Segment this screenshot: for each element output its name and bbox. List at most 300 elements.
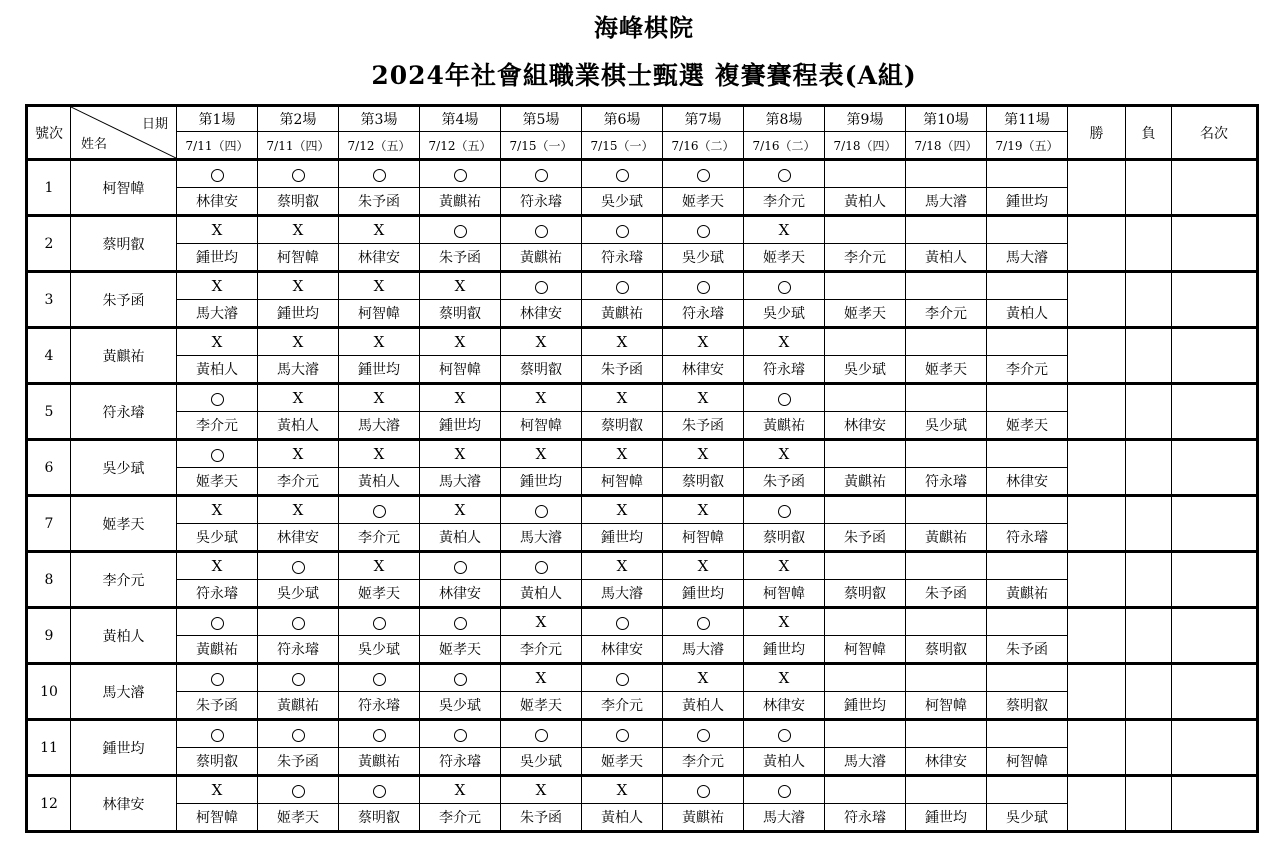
opponent-name: 林律安 xyxy=(258,524,339,552)
win-circle-icon xyxy=(778,785,791,798)
player-result-row xyxy=(27,272,1258,300)
opponent-name: 柯智幃 xyxy=(987,748,1068,776)
player-wins xyxy=(1068,608,1126,664)
player-name: 吳少珷 xyxy=(71,440,177,496)
opponent-name: 符永璿 xyxy=(825,804,906,832)
round-label: 第9場 xyxy=(825,106,906,132)
result-win xyxy=(501,160,582,188)
result-win xyxy=(258,552,339,580)
opponent-name: 吳少珷 xyxy=(501,748,582,776)
opponent-name: 黃麒祐 xyxy=(501,244,582,272)
result-empty xyxy=(987,776,1068,804)
result-win xyxy=(501,272,582,300)
round-date: 7/18（四） xyxy=(825,132,906,160)
opponent-name: 朱予函 xyxy=(825,524,906,552)
player-wins xyxy=(1068,160,1126,216)
opponent-name: 姬孝天 xyxy=(420,636,501,664)
result-loss: X xyxy=(744,440,825,468)
opponent-name: 馬大濬 xyxy=(177,300,258,328)
result-win xyxy=(582,664,663,692)
result-loss: X xyxy=(258,328,339,356)
opponent-name: 黃麒祐 xyxy=(825,468,906,496)
opponent-name: 鍾世均 xyxy=(663,580,744,608)
result-win xyxy=(420,608,501,636)
opponent-name: 林律安 xyxy=(906,748,987,776)
result-loss: X xyxy=(663,496,744,524)
result-loss: X xyxy=(501,608,582,636)
round-date: 7/12（五） xyxy=(339,132,420,160)
opponent-name: 朱予函 xyxy=(177,692,258,720)
win-circle-icon xyxy=(697,225,710,238)
result-win xyxy=(744,496,825,524)
player-no: 6 xyxy=(27,440,71,496)
opponent-name: 鍾世均 xyxy=(744,636,825,664)
player-rank xyxy=(1172,384,1258,440)
player-losses xyxy=(1126,272,1172,328)
opponent-name: 林律安 xyxy=(177,188,258,216)
player-no: 11 xyxy=(27,720,71,776)
result-loss: X xyxy=(339,384,420,412)
result-empty xyxy=(906,440,987,468)
round-label: 第11場 xyxy=(987,106,1068,132)
opponent-name: 黃麒祐 xyxy=(744,412,825,440)
win-circle-icon xyxy=(373,169,386,182)
opponent-name: 鍾世均 xyxy=(825,692,906,720)
result-loss: X xyxy=(744,216,825,244)
round-date: 7/16（二） xyxy=(663,132,744,160)
player-no: 9 xyxy=(27,608,71,664)
opponent-name: 黃柏人 xyxy=(177,356,258,384)
round-date: 7/15（一） xyxy=(582,132,663,160)
opponent-name: 鍾世均 xyxy=(177,244,258,272)
opponent-name: 黃柏人 xyxy=(339,468,420,496)
round-date: 7/11（四） xyxy=(177,132,258,160)
opponent-name: 蔡明叡 xyxy=(339,804,420,832)
result-loss: X xyxy=(582,552,663,580)
result-win xyxy=(339,496,420,524)
result-loss: X xyxy=(663,440,744,468)
win-circle-icon xyxy=(616,169,629,182)
result-win xyxy=(582,160,663,188)
opponent-name: 柯智幃 xyxy=(258,244,339,272)
result-win xyxy=(177,384,258,412)
win-circle-icon xyxy=(778,169,791,182)
opponent-name: 馬大濬 xyxy=(258,356,339,384)
result-win xyxy=(339,776,420,804)
result-win xyxy=(501,552,582,580)
round-label: 第6場 xyxy=(582,106,663,132)
opponent-name: 馬大濬 xyxy=(501,524,582,552)
round-date: 7/16（二） xyxy=(744,132,825,160)
result-empty xyxy=(906,720,987,748)
player-result-row xyxy=(27,608,1258,636)
header-losses: 負 xyxy=(1126,106,1172,160)
result-win xyxy=(177,440,258,468)
opponent-name: 柯智幃 xyxy=(339,300,420,328)
result-win xyxy=(420,216,501,244)
player-losses xyxy=(1126,608,1172,664)
result-win xyxy=(177,160,258,188)
result-empty xyxy=(987,216,1068,244)
round-label: 第8場 xyxy=(744,106,825,132)
player-result-row xyxy=(27,664,1258,692)
opponent-name: 鍾世均 xyxy=(339,356,420,384)
result-win xyxy=(258,608,339,636)
opponent-name: 鍾世均 xyxy=(987,188,1068,216)
opponent-name: 吳少珷 xyxy=(663,244,744,272)
result-loss: X xyxy=(420,272,501,300)
opponent-name: 黃柏人 xyxy=(258,412,339,440)
result-empty xyxy=(825,272,906,300)
opponent-name: 姬孝天 xyxy=(582,748,663,776)
opponent-name: 黃麒祐 xyxy=(258,692,339,720)
opponent-name: 馬大濬 xyxy=(744,804,825,832)
result-empty xyxy=(906,328,987,356)
opponent-name: 蔡明叡 xyxy=(177,748,258,776)
player-name: 黃麒祐 xyxy=(71,328,177,384)
opponent-name: 黃柏人 xyxy=(744,748,825,776)
opponent-name: 李介元 xyxy=(987,356,1068,384)
player-name: 符永璿 xyxy=(71,384,177,440)
result-win xyxy=(663,160,744,188)
result-loss: X xyxy=(663,552,744,580)
player-wins xyxy=(1068,216,1126,272)
player-name: 蔡明叡 xyxy=(71,216,177,272)
opponent-name: 黃柏人 xyxy=(987,300,1068,328)
win-circle-icon xyxy=(778,393,791,406)
opponent-name: 林律安 xyxy=(744,692,825,720)
player-result-row xyxy=(27,328,1258,356)
opponent-name: 柯智幃 xyxy=(501,412,582,440)
opponent-name: 蔡明叡 xyxy=(663,468,744,496)
result-win xyxy=(258,776,339,804)
result-empty xyxy=(825,776,906,804)
opponent-name: 吳少珷 xyxy=(987,804,1068,832)
result-empty xyxy=(987,720,1068,748)
opponent-name: 姬孝天 xyxy=(663,188,744,216)
page-title: 2024年社會組職業棋士甄選 複賽賽程表(A組) xyxy=(371,61,917,90)
result-win xyxy=(420,664,501,692)
result-empty xyxy=(825,440,906,468)
result-empty xyxy=(987,328,1068,356)
opponent-name: 林律安 xyxy=(501,300,582,328)
opponent-name: 朱予函 xyxy=(339,188,420,216)
opponent-name: 李介元 xyxy=(825,244,906,272)
opponent-name: 吳少珷 xyxy=(420,692,501,720)
opponent-name: 李介元 xyxy=(582,692,663,720)
player-losses xyxy=(1126,160,1172,216)
player-losses xyxy=(1126,776,1172,832)
opponent-name: 李介元 xyxy=(744,188,825,216)
round-label: 第10場 xyxy=(906,106,987,132)
opponent-name: 李介元 xyxy=(663,748,744,776)
opponent-name: 朱予函 xyxy=(582,356,663,384)
round-date: 7/11（四） xyxy=(258,132,339,160)
opponent-name: 李介元 xyxy=(420,804,501,832)
result-loss: X xyxy=(258,496,339,524)
player-losses xyxy=(1126,384,1172,440)
result-loss: X xyxy=(501,776,582,804)
result-loss: X xyxy=(744,552,825,580)
win-circle-icon xyxy=(373,785,386,798)
win-circle-icon xyxy=(697,169,710,182)
opponent-name: 李介元 xyxy=(258,468,339,496)
header-no: 號次 xyxy=(27,106,71,160)
opponent-name: 鍾世均 xyxy=(258,300,339,328)
player-result-row xyxy=(27,216,1258,244)
result-win xyxy=(663,272,744,300)
win-circle-icon xyxy=(697,617,710,630)
result-empty xyxy=(825,552,906,580)
result-loss: X xyxy=(177,776,258,804)
opponent-name: 蔡明叡 xyxy=(582,412,663,440)
opponent-name: 朱予函 xyxy=(987,636,1068,664)
round-label: 第7場 xyxy=(663,106,744,132)
win-circle-icon xyxy=(211,169,224,182)
player-result-row xyxy=(27,384,1258,412)
player-result-row xyxy=(27,496,1258,524)
player-rank xyxy=(1172,160,1258,216)
win-circle-icon xyxy=(616,281,629,294)
result-loss: X xyxy=(339,552,420,580)
result-win xyxy=(177,608,258,636)
result-loss: X xyxy=(744,664,825,692)
player-rank xyxy=(1172,776,1258,832)
opponent-name: 蔡明叡 xyxy=(501,356,582,384)
player-losses xyxy=(1126,440,1172,496)
result-empty xyxy=(987,440,1068,468)
player-wins xyxy=(1068,552,1126,608)
opponent-name: 符永璿 xyxy=(339,692,420,720)
opponent-name: 吳少珷 xyxy=(582,188,663,216)
player-rank xyxy=(1172,720,1258,776)
win-circle-icon xyxy=(535,169,548,182)
result-loss: X xyxy=(258,216,339,244)
result-empty xyxy=(987,552,1068,580)
round-date: 7/18（四） xyxy=(906,132,987,160)
player-losses xyxy=(1126,496,1172,552)
result-loss: X xyxy=(420,384,501,412)
player-rank xyxy=(1172,496,1258,552)
result-loss: X xyxy=(582,384,663,412)
player-rank xyxy=(1172,272,1258,328)
win-circle-icon xyxy=(454,617,467,630)
result-win xyxy=(744,160,825,188)
opponent-name: 黃柏人 xyxy=(825,188,906,216)
opponent-name: 黃麒祐 xyxy=(663,804,744,832)
result-empty xyxy=(987,496,1068,524)
result-win xyxy=(744,272,825,300)
result-loss: X xyxy=(420,328,501,356)
result-empty xyxy=(825,720,906,748)
opponent-name: 馬大濬 xyxy=(906,188,987,216)
result-win xyxy=(582,272,663,300)
opponent-name: 黃麒祐 xyxy=(420,188,501,216)
opponent-name: 姬孝天 xyxy=(258,804,339,832)
opponent-name: 符永璿 xyxy=(420,748,501,776)
player-no: 3 xyxy=(27,272,71,328)
result-empty xyxy=(906,552,987,580)
opponent-name: 符永璿 xyxy=(582,244,663,272)
result-loss: X xyxy=(177,328,258,356)
opponent-name: 姬孝天 xyxy=(987,412,1068,440)
player-rank xyxy=(1172,608,1258,664)
player-name: 姬孝天 xyxy=(71,496,177,552)
player-wins xyxy=(1068,440,1126,496)
opponent-name: 李介元 xyxy=(177,412,258,440)
opponent-name: 朱予函 xyxy=(744,468,825,496)
opponent-name: 李介元 xyxy=(339,524,420,552)
result-empty xyxy=(987,384,1068,412)
player-no: 12 xyxy=(27,776,71,832)
opponent-name: 姬孝天 xyxy=(744,244,825,272)
opponent-name: 符永璿 xyxy=(906,468,987,496)
opponent-name: 蔡明叡 xyxy=(906,636,987,664)
opponent-name: 鍾世均 xyxy=(501,468,582,496)
org-title: 海峰棋院 xyxy=(594,13,694,42)
result-empty xyxy=(987,272,1068,300)
player-name: 朱予函 xyxy=(71,272,177,328)
result-win xyxy=(582,216,663,244)
schedule-body xyxy=(27,160,1258,832)
opponent-name: 林律安 xyxy=(582,636,663,664)
opponent-name: 符永璿 xyxy=(258,636,339,664)
result-empty xyxy=(906,384,987,412)
opponent-name: 吳少珷 xyxy=(177,524,258,552)
opponent-name: 馬大濬 xyxy=(582,580,663,608)
round-date: 7/12（五） xyxy=(420,132,501,160)
win-circle-icon xyxy=(535,281,548,294)
player-losses xyxy=(1126,328,1172,384)
opponent-name: 馬大濬 xyxy=(825,748,906,776)
result-empty xyxy=(825,608,906,636)
win-circle-icon xyxy=(373,729,386,742)
schedule-table xyxy=(25,104,1259,833)
opponent-name: 黃麒祐 xyxy=(906,524,987,552)
result-empty xyxy=(987,608,1068,636)
result-loss: X xyxy=(339,440,420,468)
result-empty xyxy=(825,664,906,692)
win-circle-icon xyxy=(373,505,386,518)
opponent-name: 黃柏人 xyxy=(663,692,744,720)
win-circle-icon xyxy=(454,561,467,574)
opponent-name: 馬大濬 xyxy=(663,636,744,664)
player-rank xyxy=(1172,328,1258,384)
player-no: 5 xyxy=(27,384,71,440)
opponent-name: 朱予函 xyxy=(501,804,582,832)
opponent-name: 黃麒祐 xyxy=(339,748,420,776)
opponent-name: 黃柏人 xyxy=(420,524,501,552)
round-date: 7/19（五） xyxy=(987,132,1068,160)
opponent-name: 吳少珷 xyxy=(258,580,339,608)
player-result-row xyxy=(27,720,1258,748)
player-losses xyxy=(1126,552,1172,608)
result-loss: X xyxy=(258,272,339,300)
result-win xyxy=(663,776,744,804)
round-label: 第3場 xyxy=(339,106,420,132)
opponent-name: 蔡明叡 xyxy=(258,188,339,216)
result-win xyxy=(177,720,258,748)
win-circle-icon xyxy=(778,505,791,518)
win-circle-icon xyxy=(535,561,548,574)
result-empty xyxy=(825,160,906,188)
result-loss: X xyxy=(339,272,420,300)
player-name: 黃柏人 xyxy=(71,608,177,664)
result-loss: X xyxy=(339,328,420,356)
win-circle-icon xyxy=(616,617,629,630)
result-empty xyxy=(906,496,987,524)
win-circle-icon xyxy=(292,729,305,742)
result-loss: X xyxy=(501,384,582,412)
win-circle-icon xyxy=(697,729,710,742)
result-empty xyxy=(906,608,987,636)
player-result-row xyxy=(27,552,1258,580)
win-circle-icon xyxy=(616,729,629,742)
player-rank xyxy=(1172,552,1258,608)
round-label: 第4場 xyxy=(420,106,501,132)
round-label: 第1場 xyxy=(177,106,258,132)
player-wins xyxy=(1068,328,1126,384)
round-label: 第5場 xyxy=(501,106,582,132)
win-circle-icon xyxy=(697,281,710,294)
player-no: 1 xyxy=(27,160,71,216)
opponent-name: 馬大濬 xyxy=(339,412,420,440)
player-wins xyxy=(1068,720,1126,776)
result-win xyxy=(663,608,744,636)
header-date-label: 日期 xyxy=(141,117,168,132)
win-circle-icon xyxy=(373,617,386,630)
opponent-name: 吳少珷 xyxy=(744,300,825,328)
opponent-name: 符永璿 xyxy=(501,188,582,216)
opponent-name: 吳少珷 xyxy=(825,356,906,384)
round-label: 第2場 xyxy=(258,106,339,132)
result-win xyxy=(339,664,420,692)
opponent-name: 柯智幃 xyxy=(420,356,501,384)
win-circle-icon xyxy=(211,673,224,686)
result-empty xyxy=(906,216,987,244)
opponent-name: 李介元 xyxy=(501,636,582,664)
header-name-label: 姓名 xyxy=(81,137,108,152)
win-circle-icon xyxy=(535,505,548,518)
opponent-name: 黃麒祐 xyxy=(177,636,258,664)
opponent-name: 朱予函 xyxy=(906,580,987,608)
opponent-name: 朱予函 xyxy=(258,748,339,776)
result-empty xyxy=(825,496,906,524)
round-date: 7/15（一） xyxy=(501,132,582,160)
win-circle-icon xyxy=(211,729,224,742)
header-rank: 名次 xyxy=(1172,106,1258,160)
header-date-name-cell xyxy=(71,106,177,160)
opponent-name: 林律安 xyxy=(339,244,420,272)
opponent-name: 黃麒祐 xyxy=(987,580,1068,608)
opponent-name: 林律安 xyxy=(825,412,906,440)
player-wins xyxy=(1068,664,1126,720)
result-loss: X xyxy=(501,328,582,356)
win-circle-icon xyxy=(292,617,305,630)
player-rank xyxy=(1172,216,1258,272)
opponent-name: 朱予函 xyxy=(420,244,501,272)
opponent-name: 林律安 xyxy=(663,356,744,384)
opponent-name: 符永璿 xyxy=(177,580,258,608)
result-win xyxy=(258,720,339,748)
win-circle-icon xyxy=(211,617,224,630)
player-rank xyxy=(1172,440,1258,496)
player-name: 林律安 xyxy=(71,776,177,832)
result-win xyxy=(744,776,825,804)
win-circle-icon xyxy=(778,729,791,742)
result-loss: X xyxy=(420,440,501,468)
opponent-name: 符永璿 xyxy=(663,300,744,328)
